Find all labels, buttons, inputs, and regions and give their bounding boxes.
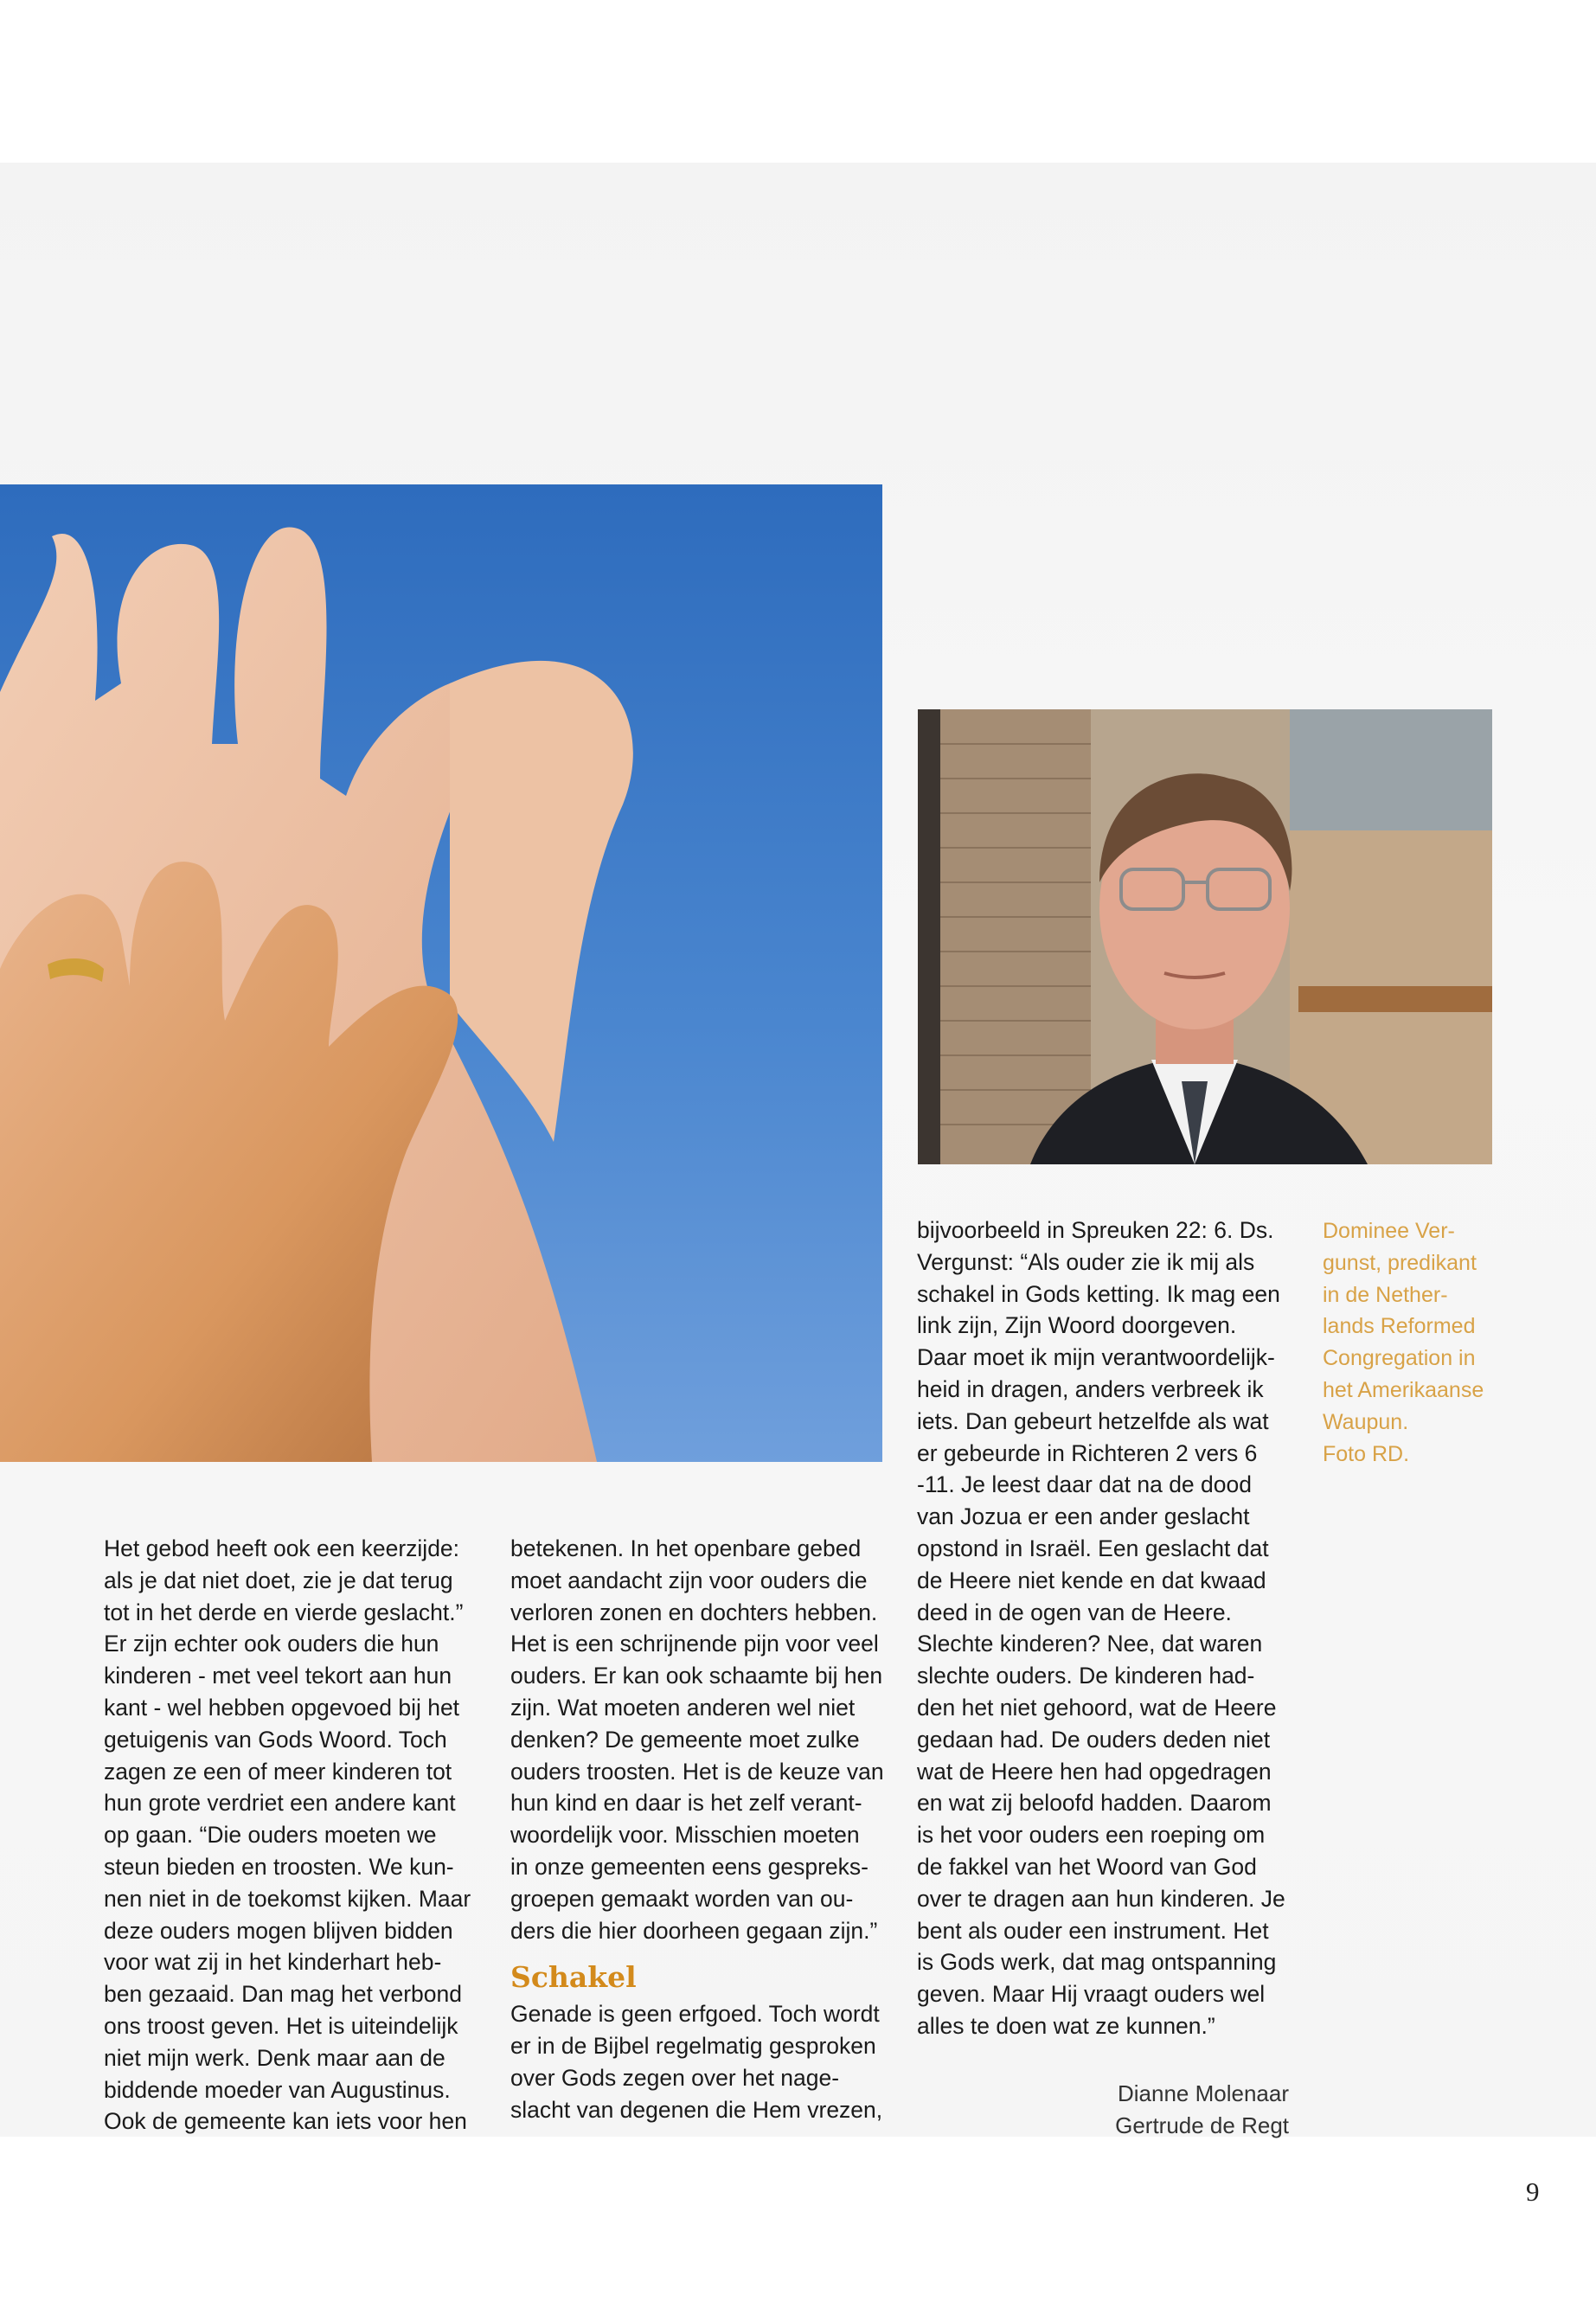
text-line: er gebeurde in Richteren 2 vers 6: [917, 1439, 1258, 1466]
text-line: betekenen. In het openbare gebed: [510, 1535, 862, 1561]
text-line: de fakkel van het Woord van God: [917, 1853, 1257, 1880]
text-line: en wat zij beloofd hadden. Daarom: [917, 1790, 1272, 1817]
text-line: bent als ouder een instrument. Het: [917, 1917, 1269, 1944]
article-column-1: [104, 1533, 476, 2138]
caption-line: in de Nether-: [1323, 1282, 1448, 1307]
text-line: slacht van degenen die Hem vrezen,: [510, 2096, 883, 2123]
text-line: nen niet in de toekomst kijken. Maar: [104, 1885, 471, 1912]
text-line: gedaan had. De ouders deden niet: [917, 1726, 1271, 1753]
text-line: ons troost geven. Het is uiteindelijk: [104, 2012, 458, 2039]
caption-line: Congregation in: [1323, 1346, 1476, 1371]
text-line: in onze gemeenten eens gespreks-: [510, 1853, 869, 1880]
article-column-3: [917, 1215, 1298, 2042]
text-line: Er zijn echter ook ouders die hun: [104, 1631, 439, 1657]
text-line: deze ouders mogen blijven bidden: [104, 1917, 453, 1944]
text-line: iets. Dan gebeurt hetzelfde als wat: [917, 1407, 1269, 1434]
caption-line: Foto RD.: [1323, 1441, 1410, 1466]
text-line: Ook de gemeente kan iets voor hen: [104, 2108, 467, 2135]
magazine-page: [0, 163, 1596, 2207]
text-line: verloren zonen en dochters hebben.: [510, 1599, 878, 1625]
text-line: er in de Bijbel regelmatig gesproken: [510, 2033, 876, 2060]
text-line: ders die hier doorheen gegaan zijn.”: [510, 1917, 878, 1944]
hands-illustration: [0, 484, 882, 1462]
text-line: Vergunst: “Als ouder zie ik mij als: [917, 1248, 1255, 1275]
text-line: -11. Je leest daar dat na de dood: [917, 1471, 1252, 1498]
text-line: kant - wel hebben opgevoed bij het: [104, 1694, 460, 1721]
text-line: denken? De gemeente moet zulke: [510, 1726, 860, 1753]
text-line: steun bieden en troosten. We kun-: [104, 1853, 454, 1880]
text-line: Daar moet ik mijn verantwoordelijk-: [917, 1344, 1275, 1371]
caption-line: Waupun.: [1323, 1409, 1409, 1434]
text-line: groepen gemaakt worden van ou-: [510, 1885, 854, 1912]
text-line: Genade is geen erfgoed. Toch wordt: [510, 2001, 880, 2028]
text-line: bijvoorbeeld in Spreuken 22: 6. Ds.: [917, 1217, 1274, 1243]
text-line: Slechte kinderen? Nee, dat waren: [917, 1631, 1263, 1657]
text-line: ben gezaaid. Dan mag het verbond: [104, 1981, 462, 2008]
text-line: getuigenis van Gods Woord. Toch: [104, 1726, 447, 1753]
text-line: zijn. Wat moeten anderen wel niet: [510, 1694, 856, 1721]
text-line: van Jozua er een ander geslacht: [917, 1503, 1250, 1530]
text-line: link zijn, Zijn Woord doorgeven.: [917, 1312, 1237, 1339]
text-line: wat de Heere hen had opgedragen: [917, 1758, 1272, 1785]
hands-photo: [0, 484, 882, 1462]
text-line: over te dragen aan hun kinderen. Je: [917, 1885, 1285, 1912]
text-line: voor wat zij in het kinderhart heb-: [104, 1949, 442, 1976]
text-line: geven. Maar Hij vraagt ouders wel: [917, 1981, 1266, 2008]
text-line: moet aandacht zijn voor ouders die: [510, 1567, 868, 1593]
text-line: hun grote verdriet een andere kant: [104, 1790, 456, 1817]
caption-line: gunst, predikant: [1323, 1250, 1477, 1275]
caption-line: lands Reformed: [1323, 1314, 1476, 1339]
portrait-photo: [918, 709, 1492, 1164]
text-line: slechte ouders. De kinderen had-: [917, 1663, 1255, 1689]
text-line: den het niet gehoord, wat de Heere: [917, 1694, 1277, 1721]
text-line: kinderen - met veel tekort aan hun: [104, 1663, 452, 1689]
photo-caption: [1323, 1215, 1522, 1470]
text-line: Het gebod heeft ook een keerzijde:: [104, 1535, 460, 1561]
text-line: de Heere niet kende en dat kwaad: [917, 1567, 1266, 1593]
text-line: niet mijn werk. Denk maar aan de: [104, 2044, 445, 2071]
author-name: Gertrude de Regt: [1115, 2112, 1289, 2138]
article-column-2: [510, 1533, 882, 2126]
text-line: heid in dragen, anders verbreek ik: [917, 1375, 1264, 1402]
text-line: deed in de ogen van de Heere.: [917, 1599, 1232, 1625]
text-line: opstond in Israël. Een geslacht dat: [917, 1535, 1269, 1561]
text-line: Het is een schrijnende pijn voor veel: [510, 1631, 879, 1657]
text-line: hun kind en daar is het zelf verant-: [510, 1790, 862, 1817]
text-line: over Gods zegen over het nage-: [510, 2064, 840, 2091]
text-line: op gaan. “Die ouders moeten we: [104, 1822, 437, 1849]
text-line: woordelijk voor. Misschien moeten: [510, 1822, 860, 1849]
text-line: tot in het derde en vierde geslacht.”: [104, 1599, 464, 1625]
text-line: zagen ze een of meer kinderen tot: [104, 1758, 452, 1785]
caption-line: het Amerikaanse: [1323, 1377, 1484, 1402]
author-credits: [1115, 2078, 1289, 2142]
author-name: Dianne Molenaar: [1117, 2080, 1289, 2106]
text-line: alles te doen wat ze kunnen.”: [917, 2012, 1215, 2039]
caption-line: Dominee Ver-: [1323, 1219, 1455, 1243]
text-line: als je dat niet doet, zie je dat terug: [104, 1567, 453, 1593]
text-line: biddende moeder van Augustinus.: [104, 2076, 451, 2103]
text-line: is het voor ouders een roeping om: [917, 1822, 1266, 1849]
text-line: ouders troosten. Het is de keuze van: [510, 1758, 884, 1785]
section-heading: Schakel: [510, 1960, 637, 1995]
text-line: ouders. Er kan ook schaamte bij hen: [510, 1663, 883, 1689]
text-line: is Gods werk, dat mag ontspanning: [917, 1949, 1277, 1976]
page-number: 9: [1526, 2176, 1540, 2207]
text-line: schakel in Gods ketting. Ik mag een: [917, 1280, 1280, 1307]
portrait-illustration: [918, 709, 1492, 1164]
